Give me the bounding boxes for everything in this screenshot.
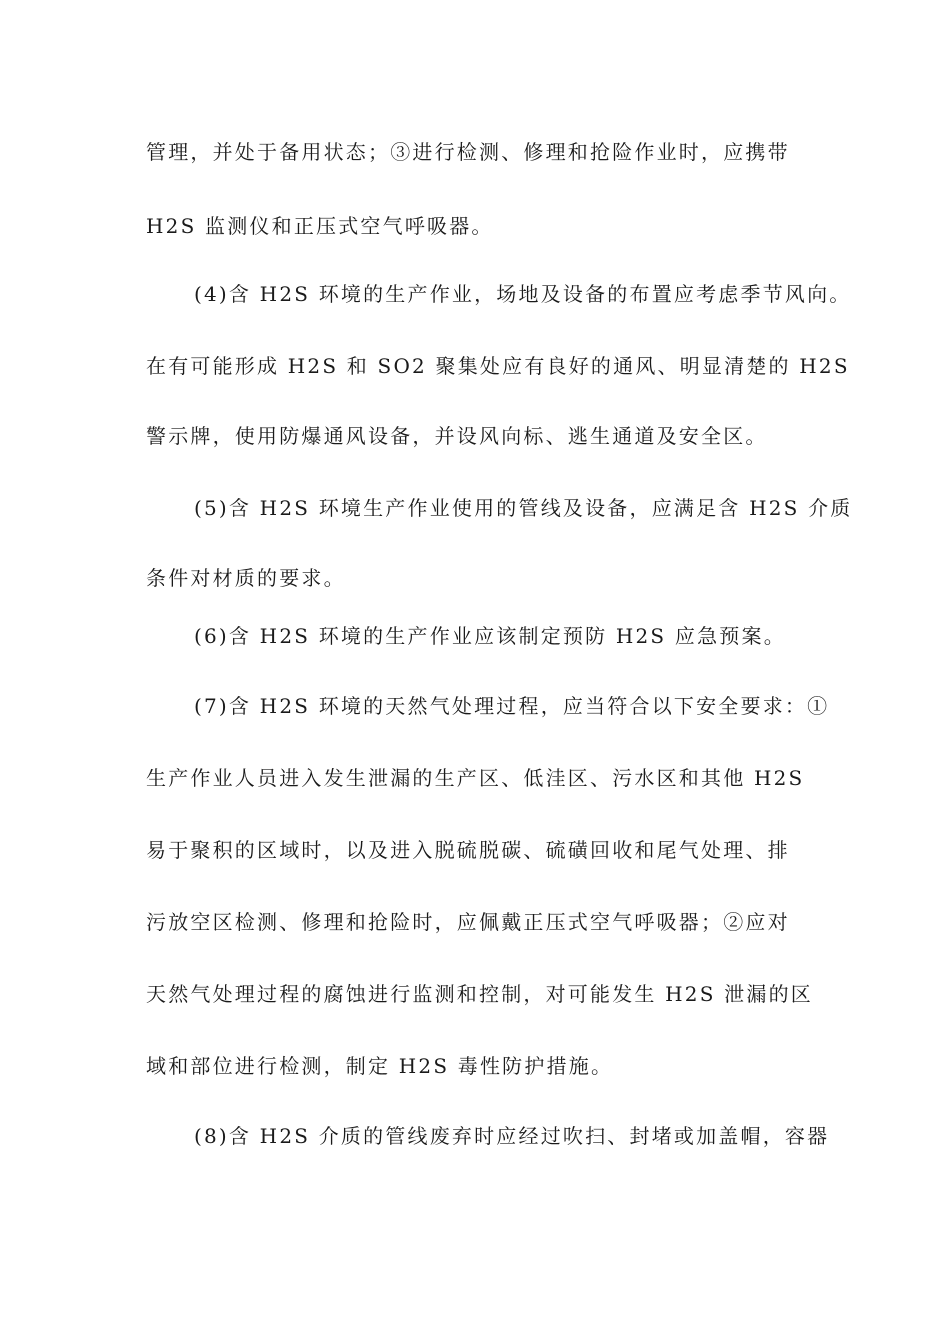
text-line: 域和部位进行检测，制定 H2S 毒性防护措施。 — [146, 1054, 614, 1078]
text-line: 条件对材质的要求。 — [146, 566, 346, 590]
text-line: 污放空区检测、修理和抢险时，应佩戴正压式空气呼吸器；②应对 — [146, 910, 790, 934]
paragraph-6-start: (6)含 H2S 环境的生产作业应该制定预防 H2S 应急预案。 — [194, 624, 786, 648]
text-line: 生产作业人员进入发生泄漏的生产区、低洼区、污水区和其他 H2S — [146, 766, 805, 790]
text-line: 天然气处理过程的腐蚀进行监测和控制，对可能发生 H2S 泄漏的区 — [146, 982, 813, 1006]
paragraph-8-start: (8)含 H2S 介质的管线废弃时应经过吹扫、封堵或加盖帽，容器 — [194, 1124, 830, 1148]
text-line: 管理，并处于备用状态；③进行检测、修理和抢险作业时，应携带 — [146, 140, 790, 164]
text-line: H2S 监测仪和正压式空气呼吸器。 — [146, 214, 494, 238]
text-line: 易于聚积的区域时，以及进入脱硫脱碳、硫磺回收和尾气处理、排 — [146, 838, 790, 862]
paragraph-5-start: (5)含 H2S 环境生产作业使用的管线及设备，应满足含 H2S 介质 — [194, 496, 853, 520]
text-line: 在有可能形成 H2S 和 SO2 聚集处应有良好的通风、明显清楚的 H2S — [146, 354, 850, 378]
paragraph-7-start: (7)含 H2S 环境的天然气处理过程，应当符合以下安全要求：① — [194, 694, 830, 718]
text-line: 警示牌，使用防爆通风设备，并设风向标、逃生通道及安全区。 — [146, 424, 768, 448]
paragraph-4-start: (4)含 H2S 环境的生产作业，场地及设备的布置应考虑季节风向。 — [194, 282, 852, 306]
